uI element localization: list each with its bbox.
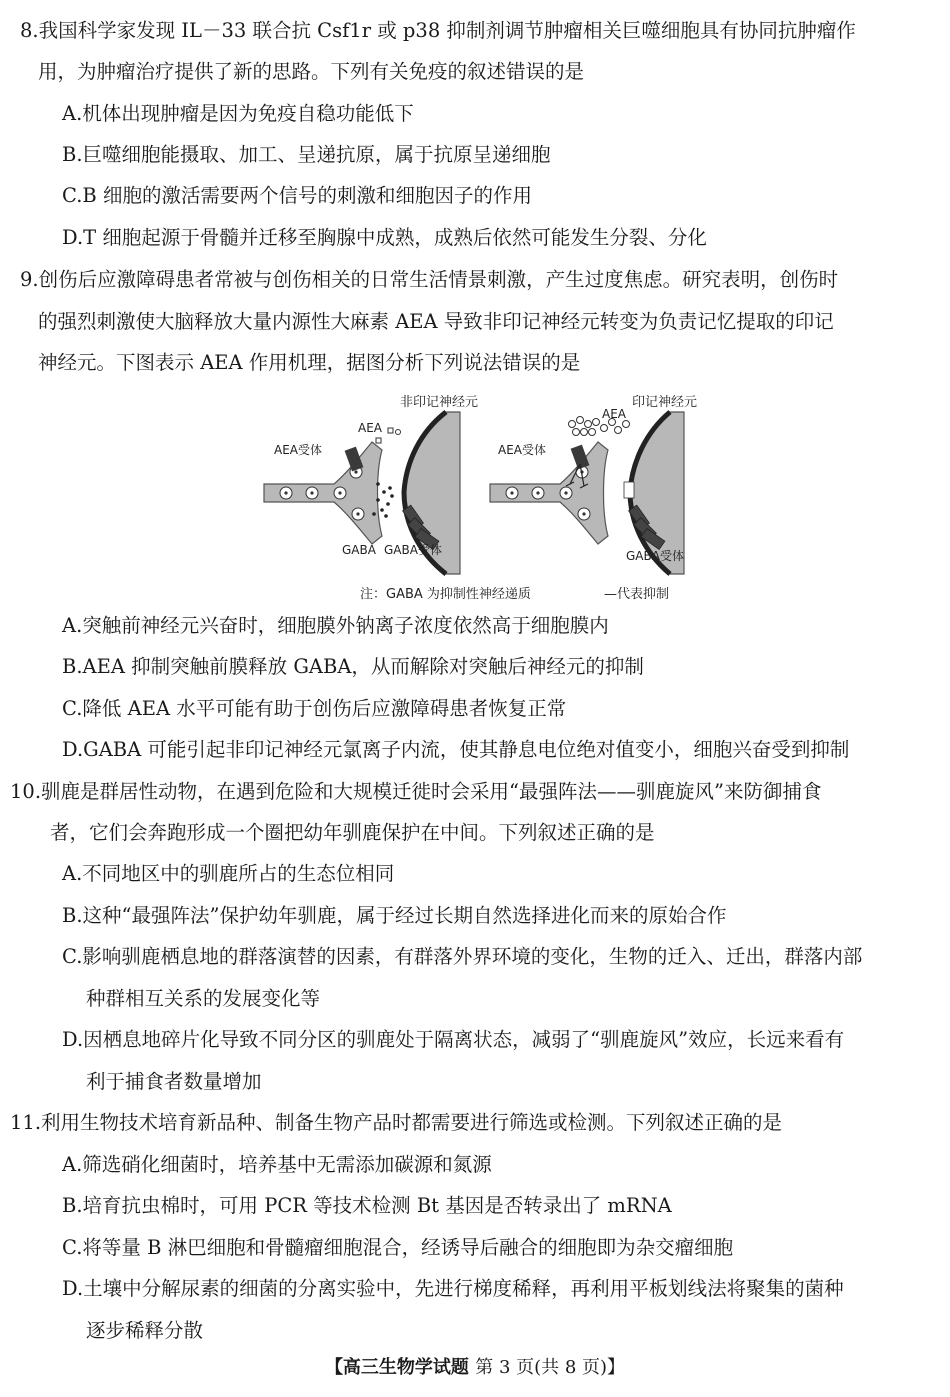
figure-legend: —代表抑制 <box>604 587 670 602</box>
q8-stem-line-2: 用，为肿瘤治疗提供了新的思路。下列有关免疫的叙述错误的是 <box>38 60 585 83</box>
q11-option-c: C.将等量 B 淋巴细胞和骨髓瘤细胞混合，经诱导后融合的细胞即为杂交瘤细胞 <box>62 1236 734 1259</box>
right-aea-receptor-label: AEA受体 <box>498 443 547 457</box>
right-aea-label: AEA <box>602 407 626 421</box>
q8-option-a: A.机体出现肿瘤是因为免疫自稳功能低下 <box>62 102 414 125</box>
q8-option-c: C.B 细胞的激活需要两个信号的刺激和细胞因子的作用 <box>62 184 532 207</box>
right-gaba-receptor-label: GABA受体 <box>626 549 684 563</box>
page-footer <box>0 1356 950 1380</box>
footer-page-number: 第 3 页(共 8 页)】 <box>475 1357 626 1378</box>
q8-option-b: B.巨噬细胞能摄取、加工、呈递抗原，属于抗原呈递细胞 <box>62 143 551 166</box>
q10-option-d-line-2: 利于捕食者数量增加 <box>86 1070 262 1093</box>
q11-option-d-line-1: D.土壤中分解尿素的细菌的分离实验中，先进行梯度稀释，再利用平板划线法将聚集的菌种 <box>62 1277 844 1300</box>
left-aea-receptor-label: AEA受体 <box>274 443 323 457</box>
right-panel <box>490 394 697 574</box>
left-gaba-label: GABA <box>342 543 376 557</box>
q9-option-c: C.降低 AEA 水平可能有助于创伤后应激障碍患者恢复正常 <box>62 697 567 720</box>
q10-stem-line-2: 者，它们会奔跑形成一个圈把幼年驯鹿保护在中间。下列叙述正确的是 <box>50 821 655 844</box>
q11-stem: 11.利用生物技术培育新品种、制备生物产品时都需要进行筛选或检测。下列叙述正确的是 <box>10 1111 783 1134</box>
q10-option-d-line-1: D.因栖息地碎片化导致不同分区的驯鹿处于隔离状态，减弱了“驯鹿旋风”效应，长远来看有 <box>62 1028 845 1051</box>
aea-mechanism-figure <box>250 392 710 608</box>
q9-stem-line-2: 的强烈刺激使大脑释放大量内源性大麻素 AEA 导致非印记神经元转变为负责记忆提取的印记 <box>38 310 834 333</box>
q8-stem-line-1: 8.我国科学家发现 IL－33 联合抗 Csf1r 或 p38 抑制剂调节肿瘤相关巨噬细胞具有协同抗肿瘤作 <box>20 19 856 42</box>
left-aea-label: AEA <box>358 421 382 435</box>
q8-option-d: D.T 细胞起源于骨髓并迁移至胸腺中成熟，成熟后依然可能发生分裂、分化 <box>62 226 707 249</box>
left-gaba-receptor-label: GABA受体 <box>384 543 442 557</box>
left-title: 非印记神经元 <box>400 395 479 410</box>
right-title: 印记神经元 <box>632 395 698 410</box>
q9-stem-line-1: 9.创伤后应激障碍患者常被与创伤相关的日常生活情景刺激，产生过度焦虑。研究表明，创伤时 <box>20 268 839 291</box>
q10-stem-line-1: 10.驯鹿是群居性动物，在遇到危险和大规模迁徙时会采用“最强阵法——驯鹿旋风”来防御捕食 <box>10 780 822 803</box>
q11-option-b: B.培育抗虫棉时，可用 PCR 等技术检测 Bt 基因是否转录出了 mRNA <box>62 1194 672 1217</box>
q10-option-c-line-2: 种群相互关系的发展变化等 <box>86 987 321 1010</box>
q10-option-b: B.这种“最强阵法”保护幼年驯鹿，属于经过长期自然选择进化而来的原始合作 <box>62 904 727 927</box>
q11-option-a: A.筛选硝化细菌时，培养基中无需添加碳源和氮源 <box>62 1153 492 1176</box>
q9-option-a: A.突触前神经元兴奋时，细胞膜外钠离子浓度依然高于细胞膜内 <box>62 614 609 637</box>
q9-option-b: B.AEA 抑制突触前膜释放 GABA，从而解除对突触后神经元的抑制 <box>62 655 644 678</box>
left-panel <box>264 394 478 574</box>
footer-title: 【高三生物学试题 <box>324 1357 469 1378</box>
q10-option-a: A.不同地区中的驯鹿所占的生态位相同 <box>62 862 395 885</box>
figure-note: 注：GABA 为抑制性神经递质 <box>360 587 531 602</box>
q9-option-d: D.GABA 可能引起非印记神经元氯离子内流，使其静息电位绝对值变小，细胞兴奋受到抑制 <box>62 738 850 761</box>
q10-option-c-line-1: C.影响驯鹿栖息地的群落演替的因素，有群落外界环境的变化，生物的迁入、迁出，群落内部 <box>62 945 863 968</box>
q9-stem-line-3: 神经元。下图表示 AEA 作用机理，据图分析下列说法错误的是 <box>38 351 581 374</box>
q11-option-d-line-2: 逐步稀释分散 <box>86 1319 204 1342</box>
